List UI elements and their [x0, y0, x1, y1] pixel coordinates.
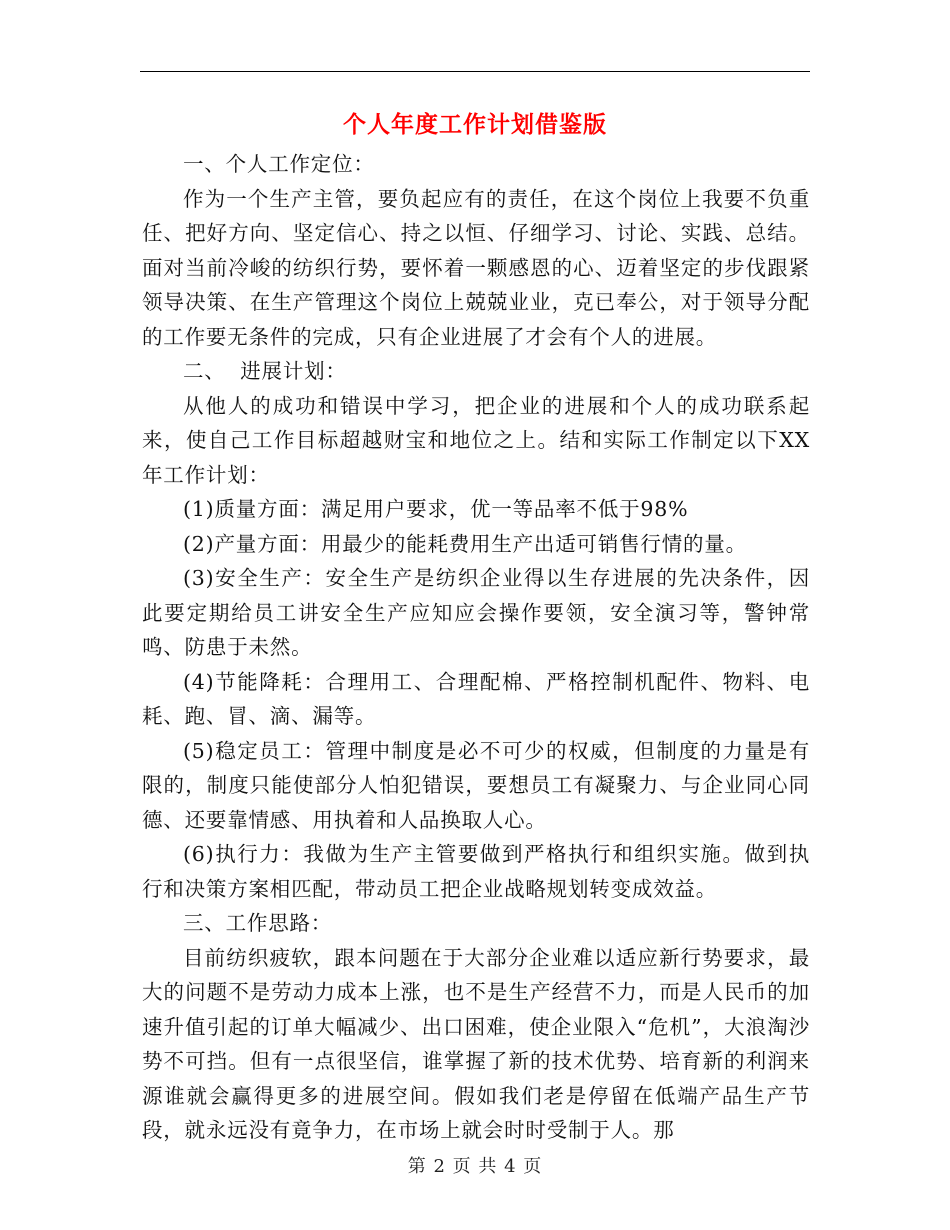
section-2-heading: 二、 进展计划： [183, 359, 347, 383]
document-title: 个人年度工作计划借鉴版 [343, 111, 607, 138]
document-body [142, 147, 810, 1148]
section-3-heading: 三、工作思路： [183, 911, 333, 935]
section-1-heading: 一、个人工作定位： [183, 152, 375, 176]
plan-item-staff: (5)稳定员工：管理中制度是必不可少的权威，但制度的力量是有限的，制度只能使部分人怕犯错误，要想员工有凝聚力、与企业同心同德、还要靠情感、用执着和人品换取人心。 [142, 738, 810, 832]
section-3-paragraph: 目前纺织疲软，跟本问题在于大部分企业难以适应新行势要求，最大的问题不是劳动力成本上涨，也不是生产经营不力，而是人民币的加速升值引起的订单大幅减少、出口困难，使企业限入“危机”，大浪淘沙势不可挡。但有一点很坚信，谁掌握了新的技术优势、培育新的利润来源谁就会赢得更多的进展空间。假如我们老是停留在低端产品生产节段，就永远没有竟争力，在市场上就会时时受制于人。那 [142, 945, 810, 1142]
plan-item-quality: (1)质量方面：满足用户要求，优一等品率不低于98% [183, 497, 689, 521]
plan-item-energy: (4)节能降耗：合理用工、合理配棉、严格控制机配件、物料、电耗、跑、冒、滴、漏等。 [142, 669, 810, 728]
header-rule [140, 71, 810, 72]
section-2-paragraph: 从他人的成功和错误中学习，把企业的进展和个人的成功联系起来，使自己工作目标超越财宝和地位之上。结和实际工作制定以下XX年工作计划： [142, 393, 810, 487]
plan-item-output: (2)产量方面：用最少的能耗费用生产出适可销售行情的量。 [183, 531, 747, 556]
page-footer: 第 2 页 共 4 页 [407, 1156, 543, 1177]
plan-item-execution: (6)执行力：我做为生产主管要做到严格执行和组织实施。做到执行和决策方案相匹配，带动员工把企业战略规划转变成效益。 [142, 842, 810, 901]
section-1-paragraph: 作为一个生产主管，要负起应有的责任，在这个岗位上我要不负重任、把好方向、坚定信心、持之以恒、仔细学习、讨论、实践、总结。面对当前冷峻的纺织行势，要怀着一颗感恩的心、迈着坚定的步伐跟紧领导决策、在生产管理这个岗位上兢兢业业，克已奉公，对于领导分配的工作要无条件的完成，只有企业进展了才会有个人的进展。 [142, 186, 810, 349]
plan-item-safety: (3)安全生产：安全生产是纺织企业得以生存进展的先决条件，因此要定期给员工讲安全生产应知应会操作要领，安全演习等，警钟常鸣、防患于未然。 [142, 566, 810, 659]
